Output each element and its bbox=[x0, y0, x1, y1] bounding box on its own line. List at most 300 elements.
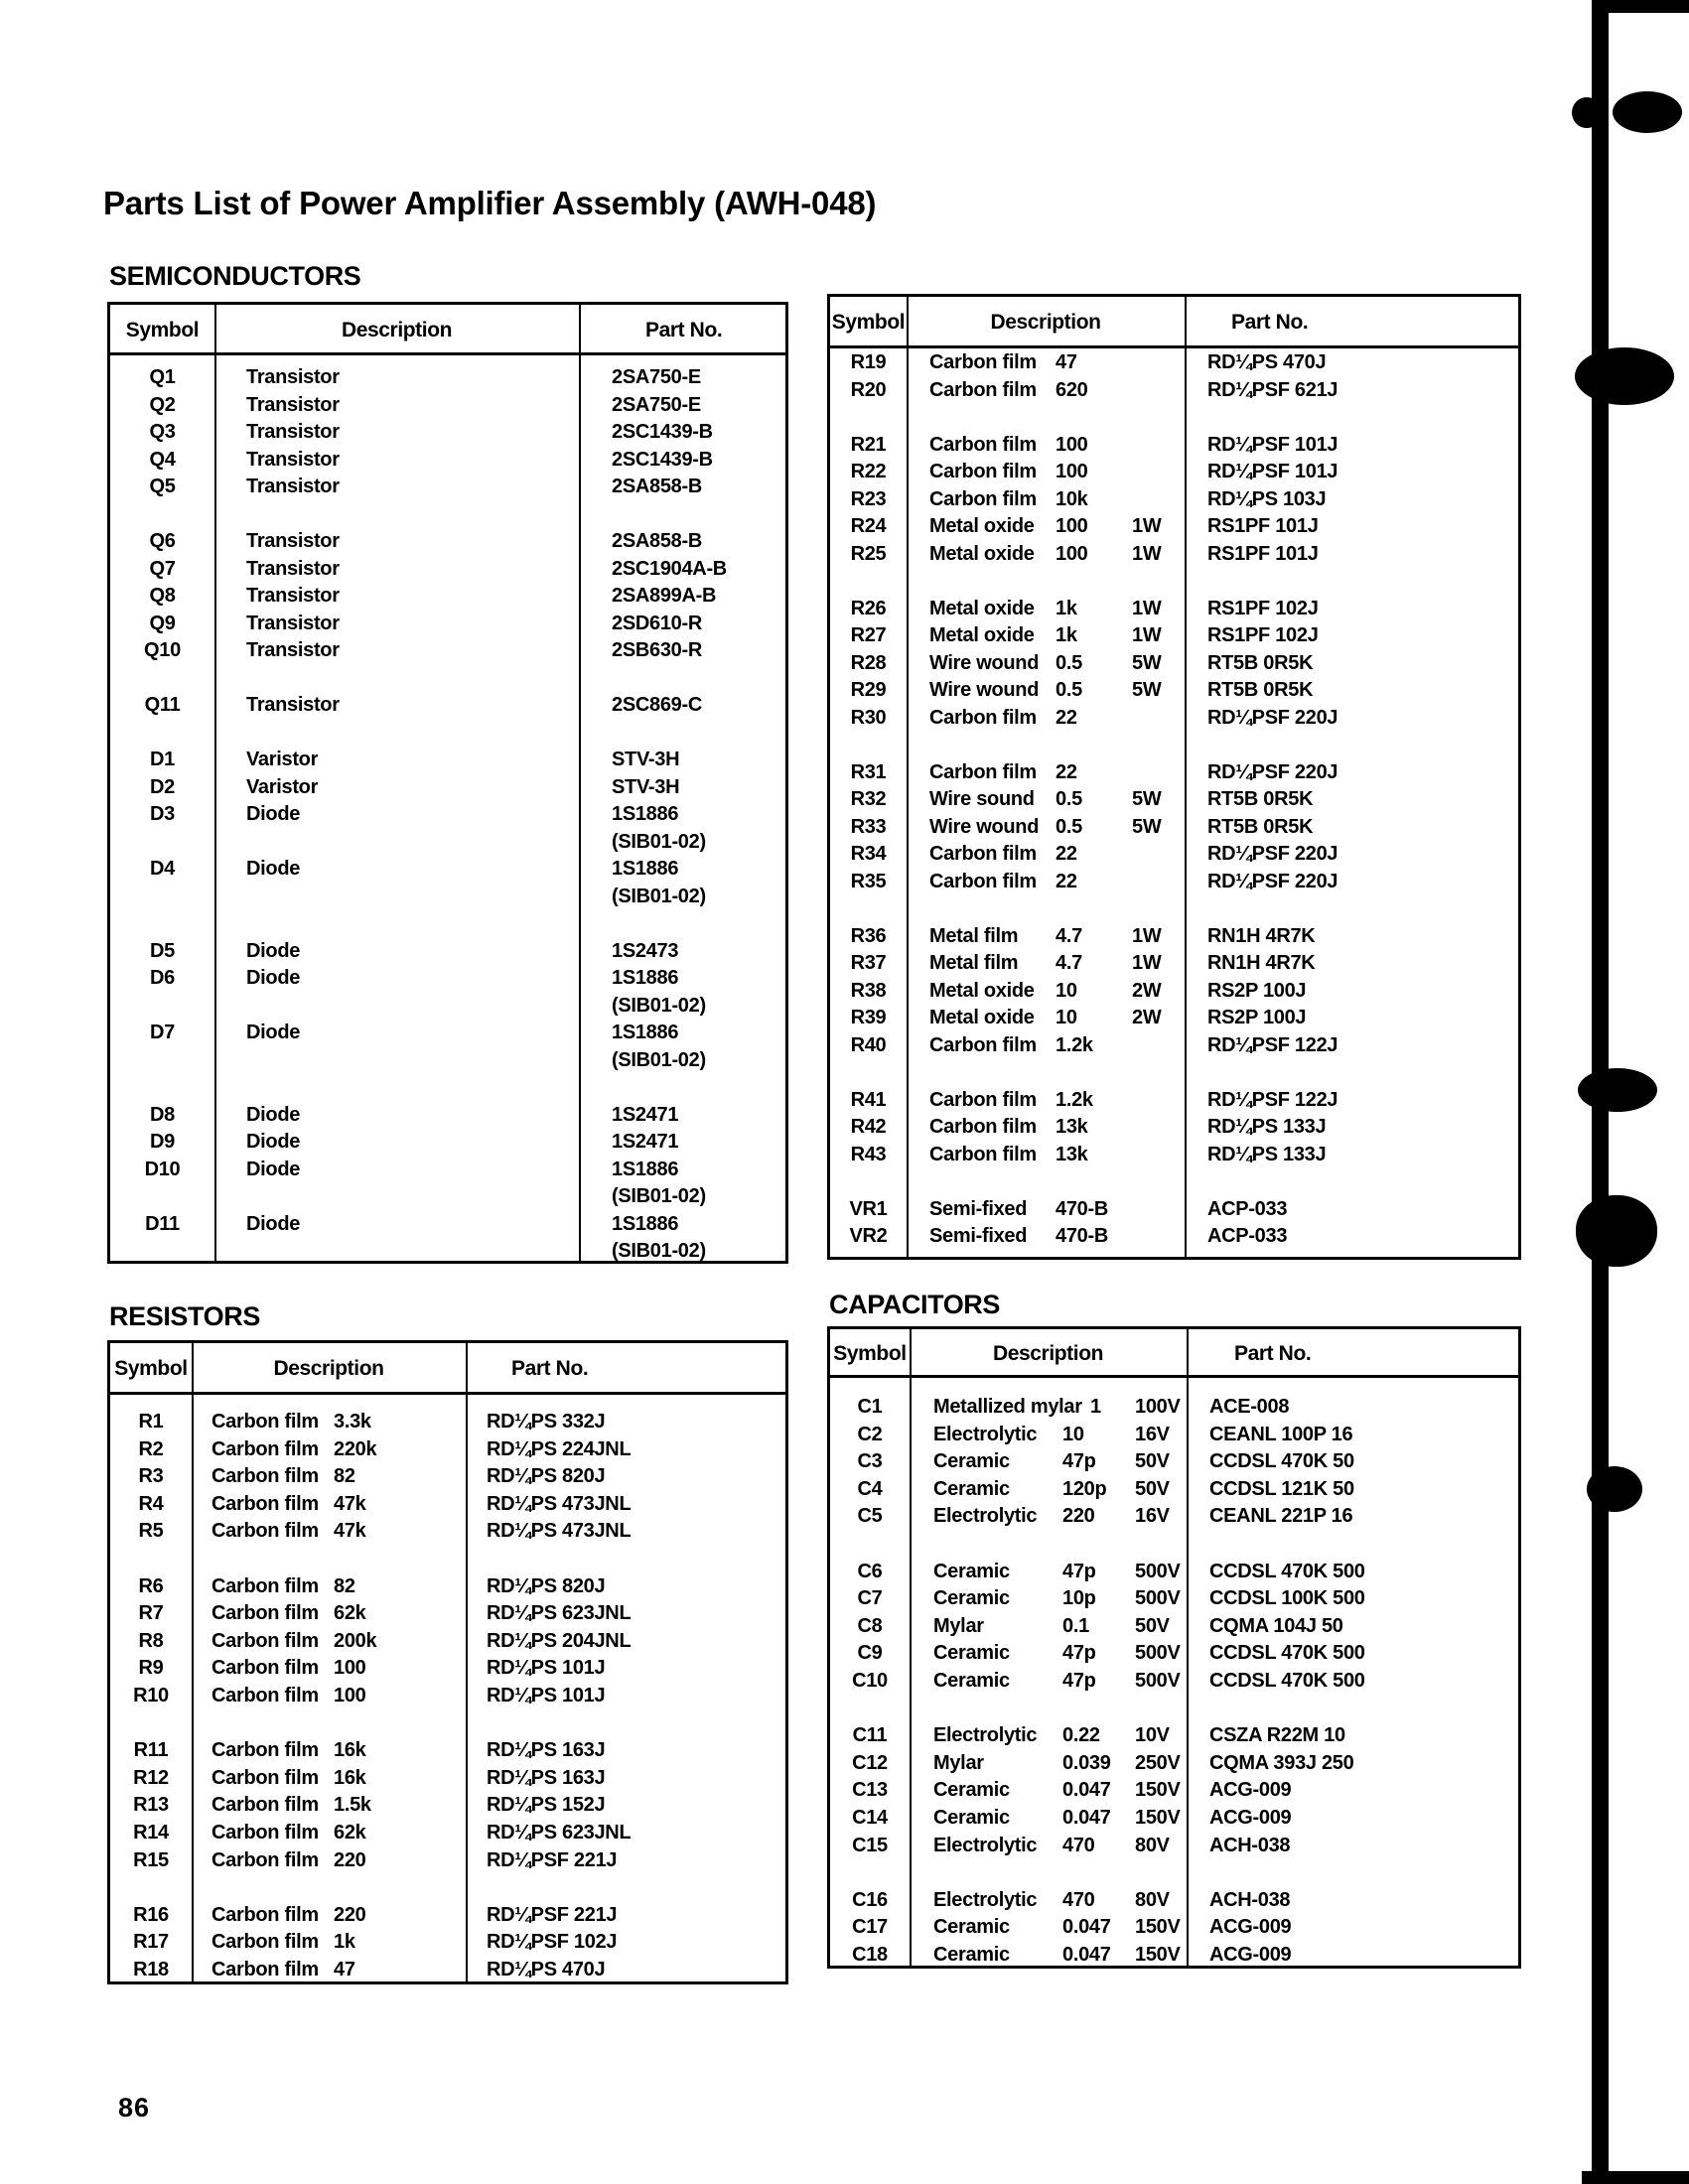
cell-description: Ceramic bbox=[933, 1477, 1010, 1500]
cell-description: Transistor bbox=[246, 694, 340, 716]
cell-part-no: RS1PF 101J bbox=[1207, 515, 1319, 537]
cell-symbol: R7 bbox=[138, 1602, 164, 1625]
cell-symbol: Q1 bbox=[149, 366, 176, 388]
cell-description: Carbon film bbox=[211, 1629, 319, 1652]
table-row bbox=[830, 1422, 1518, 1449]
cell-symbol: R23 bbox=[850, 487, 887, 510]
table-row bbox=[830, 513, 1518, 541]
cell-part-no: RD¼PS 820J bbox=[487, 1465, 606, 1488]
cell-symbol: R40 bbox=[850, 1033, 887, 1056]
cell-part-no: RD¼PSF 220J bbox=[1207, 843, 1338, 865]
cell-symbol: Q9 bbox=[149, 612, 176, 634]
cell-description: Carbon film bbox=[211, 1492, 319, 1515]
table-row bbox=[830, 1613, 1518, 1641]
resistors-table-left bbox=[107, 1340, 788, 1984]
table-row bbox=[110, 1655, 785, 1683]
cell-part-no: ACP-033 bbox=[1207, 1225, 1288, 1247]
cell-symbol: C16 bbox=[852, 1888, 888, 1911]
cell-part-no: RS2P 100J bbox=[1207, 979, 1307, 1002]
cell-part-no: 1S1886 bbox=[612, 1022, 679, 1043]
cell-part-no: CQMA 393J 250 bbox=[1209, 1751, 1354, 1774]
table-row bbox=[830, 869, 1518, 896]
cell-part-no: CCDSL 121K 50 bbox=[1209, 1477, 1354, 1500]
cell-description: Diode bbox=[246, 939, 301, 962]
table-body bbox=[830, 1329, 1518, 1966]
capacitors-table bbox=[827, 1326, 1521, 1969]
binding-blob bbox=[1613, 91, 1682, 133]
cell-value: 62k bbox=[334, 1602, 366, 1625]
cell-part-no: 1S1886 bbox=[612, 858, 679, 880]
binding-edge-bottom bbox=[1582, 2171, 1689, 2184]
cell-description: Carbon film bbox=[929, 1033, 1037, 1056]
cell-description: Transistor bbox=[246, 448, 340, 471]
cell-part-no: RD¼PS 473JNL bbox=[487, 1492, 632, 1515]
cell-symbol: R21 bbox=[850, 433, 887, 456]
table-row bbox=[110, 1409, 785, 1436]
cell-description: Metal oxide bbox=[929, 542, 1035, 565]
cell-part-no: ACE-008 bbox=[1209, 1396, 1290, 1418]
cell-part-no: RD¼PS 224JNL bbox=[487, 1437, 632, 1460]
cell-symbol: D1 bbox=[150, 749, 175, 770]
table-row bbox=[830, 1142, 1518, 1169]
cell-value: 1k bbox=[1056, 624, 1077, 646]
cell-symbol: C9 bbox=[857, 1642, 883, 1665]
cell-symbol: R3 bbox=[138, 1465, 164, 1488]
table-row bbox=[110, 938, 785, 966]
cell-value: 10 bbox=[1056, 1007, 1077, 1028]
cell-value: 620 bbox=[1056, 378, 1088, 401]
cell-part-no: RD¼PS 133J bbox=[1207, 1143, 1327, 1165]
cell-value: 0.5 bbox=[1056, 788, 1082, 810]
cell-rating: 150V bbox=[1135, 1916, 1181, 1939]
cell-part-no: RD¼PSF 621J bbox=[1207, 378, 1338, 401]
cell-part-no: ACG-009 bbox=[1209, 1807, 1292, 1829]
cell-description: Diode bbox=[246, 967, 301, 989]
cell-part-no: RN1H 4R7K bbox=[1207, 924, 1316, 947]
cell-description: Electrolytic bbox=[933, 1834, 1038, 1856]
cell-description: Electrolytic bbox=[933, 1505, 1038, 1528]
cell-part-no: RD¼PS 623JNL bbox=[487, 1602, 632, 1625]
cell-description: Carbon film bbox=[211, 1903, 319, 1926]
cell-description: Carbon film bbox=[929, 706, 1037, 729]
cell-description: Carbon film bbox=[929, 760, 1037, 783]
cell-rating: 1W bbox=[1132, 597, 1162, 619]
table-row bbox=[110, 1183, 785, 1211]
cell-value: 100 bbox=[1056, 515, 1088, 537]
cell-part-no: ACG-009 bbox=[1209, 1916, 1292, 1939]
table-row bbox=[110, 392, 785, 420]
cell-description: Metal oxide bbox=[929, 597, 1035, 619]
cell-symbol: R30 bbox=[850, 706, 887, 729]
table-row bbox=[830, 950, 1518, 978]
cell-rating: 2W bbox=[1132, 979, 1162, 1002]
cell-part-no: 2SC1439-B bbox=[612, 421, 713, 443]
cell-description: Carbon film bbox=[929, 461, 1037, 482]
cell-part-no: RT5B 0R5K bbox=[1207, 788, 1314, 810]
cell-symbol: C1 bbox=[857, 1396, 883, 1418]
cell-value: 220 bbox=[334, 1903, 366, 1926]
cell-description: Diode bbox=[246, 1131, 301, 1153]
cell-part-no: RD¼PS 204JNL bbox=[487, 1629, 632, 1652]
table-row bbox=[110, 447, 785, 475]
table-row bbox=[110, 801, 785, 829]
table-row bbox=[110, 1436, 785, 1464]
cell-part-no: RD¼PS 470J bbox=[487, 1959, 606, 1980]
cell-symbol: R35 bbox=[850, 870, 887, 892]
cell-description: Ceramic bbox=[933, 1807, 1010, 1829]
cell-description: Metallized mylar bbox=[933, 1396, 1082, 1418]
cell-description: Metal oxide bbox=[929, 979, 1035, 1002]
table-row bbox=[830, 486, 1518, 514]
column-header-symbol: Symbol bbox=[831, 311, 906, 334]
cell-symbol: Q7 bbox=[149, 557, 176, 580]
cell-value: 10 bbox=[1062, 1423, 1084, 1445]
column-header-part-no: Part No. bbox=[1234, 1342, 1312, 1365]
cell-description: Carbon film bbox=[211, 1574, 319, 1597]
cell-description: Carbon film bbox=[929, 378, 1037, 401]
cell-value: 47k bbox=[334, 1492, 366, 1515]
cell-symbol: R24 bbox=[850, 515, 887, 537]
cell-part-no: CCDSL 470K 500 bbox=[1209, 1670, 1365, 1692]
cell-part-no: RS1PF 102J bbox=[1207, 597, 1319, 619]
table-row bbox=[830, 786, 1518, 814]
table-row bbox=[830, 459, 1518, 486]
cell-description: Ceramic bbox=[933, 1450, 1010, 1473]
cell-symbol: R19 bbox=[850, 351, 887, 373]
cell-rating: 5W bbox=[1132, 679, 1162, 701]
cell-rating: 80V bbox=[1135, 1888, 1170, 1911]
cell-symbol: C2 bbox=[857, 1423, 883, 1445]
cell-part-no: RD¼PS 332J bbox=[487, 1411, 606, 1433]
cell-description: Transistor bbox=[246, 476, 340, 497]
cell-rating: 250V bbox=[1135, 1751, 1181, 1774]
cell-symbol: VR1 bbox=[849, 1197, 888, 1220]
cell-description: Semi-fixed bbox=[929, 1197, 1028, 1220]
cell-part-no: RS1PF 102J bbox=[1207, 624, 1319, 646]
table-row bbox=[110, 1765, 785, 1793]
cell-description: Transistor bbox=[246, 366, 340, 388]
table-row bbox=[830, 1887, 1518, 1915]
cell-description: Carbon film bbox=[211, 1411, 319, 1433]
cell-part-no: RD¼PSF 122J bbox=[1207, 1033, 1338, 1056]
cell-part-no: 2SA858-B bbox=[612, 530, 702, 552]
cell-description: Diode bbox=[246, 803, 301, 825]
cell-symbol: R36 bbox=[850, 924, 887, 947]
cell-part-no: (SIB01-02) bbox=[612, 885, 706, 907]
column-header-part-no: Part No. bbox=[1231, 311, 1309, 334]
cell-symbol: C4 bbox=[857, 1477, 883, 1500]
table-body bbox=[830, 297, 1518, 1257]
cell-part-no: RD¼PS 152J bbox=[487, 1794, 606, 1817]
cell-description: Carbon film bbox=[211, 1465, 319, 1488]
cell-description: Carbon film bbox=[211, 1602, 319, 1625]
cell-rating: 50V bbox=[1135, 1614, 1170, 1637]
cell-symbol: R37 bbox=[850, 952, 887, 974]
cell-description: Carbon film bbox=[211, 1848, 319, 1871]
table-row bbox=[830, 1722, 1518, 1750]
cell-description: Carbon film bbox=[211, 1520, 319, 1543]
cell-value: 120p bbox=[1062, 1477, 1107, 1500]
cell-value: 4.7 bbox=[1056, 952, 1082, 974]
cell-value: 100 bbox=[334, 1685, 366, 1706]
cell-part-no: RT5B 0R5K bbox=[1207, 679, 1314, 701]
cell-description: Carbon film bbox=[211, 1931, 319, 1954]
section-heading-resistors: RESISTORS bbox=[109, 1301, 260, 1331]
cell-rating: 1W bbox=[1132, 924, 1162, 947]
column-header-description: Description bbox=[341, 319, 453, 341]
table-row bbox=[110, 692, 785, 720]
cell-part-no: RD¼PS 163J bbox=[487, 1766, 606, 1789]
cell-description: Varistor bbox=[246, 749, 319, 770]
cell-part-no: 1S1886 bbox=[612, 967, 679, 989]
cell-value: 22 bbox=[1056, 706, 1077, 729]
cell-description: Metal oxide bbox=[929, 624, 1035, 646]
table-row bbox=[830, 841, 1518, 869]
cell-description: Carbon film bbox=[929, 1116, 1037, 1138]
semiconductors-table bbox=[107, 302, 788, 1264]
table-row bbox=[830, 1448, 1518, 1476]
cell-symbol: R1 bbox=[138, 1411, 164, 1433]
cell-description: Electrolytic bbox=[933, 1888, 1038, 1911]
cell-part-no: ACP-033 bbox=[1207, 1197, 1288, 1220]
cell-value: 10 bbox=[1056, 979, 1077, 1002]
cell-value: 470 bbox=[1062, 1888, 1095, 1911]
cell-value: 0.047 bbox=[1062, 1779, 1111, 1802]
table-row bbox=[110, 1573, 785, 1601]
cell-part-no: 1S1886 bbox=[612, 1212, 679, 1235]
cell-value: 1.2k bbox=[1056, 1033, 1093, 1056]
table-row bbox=[830, 1114, 1518, 1142]
cell-part-no: RD¼PSF 221J bbox=[487, 1903, 618, 1926]
cell-part-no: RD¼PS 163J bbox=[487, 1739, 606, 1762]
cell-symbol: C12 bbox=[852, 1751, 888, 1774]
cell-symbol: R12 bbox=[133, 1766, 169, 1789]
cell-description: Ceramic bbox=[933, 1916, 1010, 1939]
cell-part-no: (SIB01-02) bbox=[612, 830, 706, 853]
cell-rating: 150V bbox=[1135, 1779, 1181, 1802]
cell-value: 0.047 bbox=[1062, 1807, 1111, 1829]
cell-description: Diode bbox=[246, 1103, 301, 1126]
cell-description: Wire sound bbox=[929, 788, 1035, 810]
cell-symbol: D6 bbox=[150, 967, 175, 989]
cell-description: Ceramic bbox=[933, 1587, 1010, 1610]
cell-value: 0.5 bbox=[1056, 651, 1082, 674]
cell-description: Carbon film bbox=[929, 1088, 1037, 1111]
cell-part-no: 2SC869-C bbox=[612, 694, 702, 716]
cell-symbol: R16 bbox=[133, 1903, 169, 1926]
cell-part-no: 2SA899A-B bbox=[612, 585, 717, 607]
cell-part-no: RD¼PS 470J bbox=[1207, 351, 1327, 373]
table-row bbox=[110, 1020, 785, 1047]
table-row bbox=[110, 1628, 785, 1656]
cell-value: 0.039 bbox=[1062, 1751, 1111, 1774]
cell-value: 47 bbox=[334, 1959, 355, 1980]
cell-value: 47p bbox=[1062, 1450, 1096, 1473]
cell-symbol: R43 bbox=[850, 1143, 887, 1165]
cell-symbol: R41 bbox=[850, 1088, 887, 1111]
cell-symbol: R11 bbox=[133, 1739, 169, 1762]
cell-symbol: C8 bbox=[857, 1614, 883, 1637]
cell-part-no: RD¼PSF 220J bbox=[1207, 870, 1338, 892]
cell-symbol: D7 bbox=[150, 1022, 175, 1043]
cell-description: Diode bbox=[246, 858, 301, 880]
table-row bbox=[830, 650, 1518, 678]
cell-value: 1k bbox=[1056, 597, 1077, 619]
column-header-symbol: Symbol bbox=[125, 319, 200, 341]
cell-description: Metal oxide bbox=[929, 515, 1035, 537]
cell-part-no: CCDSL 470K 50 bbox=[1209, 1450, 1354, 1473]
cell-value: 100 bbox=[334, 1657, 366, 1680]
cell-part-no: RD¼PSF 220J bbox=[1207, 760, 1338, 783]
cell-symbol: C11 bbox=[852, 1724, 888, 1747]
cell-description: Transistor bbox=[246, 530, 340, 552]
cell-rating: 5W bbox=[1132, 651, 1162, 674]
cell-part-no: RD¼PS 473JNL bbox=[487, 1520, 632, 1543]
cell-symbol: D9 bbox=[150, 1131, 175, 1153]
cell-description: Transistor bbox=[246, 612, 340, 634]
binding-blob bbox=[1575, 347, 1674, 405]
cell-symbol: R15 bbox=[133, 1848, 169, 1871]
cell-part-no: (SIB01-02) bbox=[612, 1240, 706, 1262]
table-row bbox=[110, 1518, 785, 1546]
cell-description: Carbon film bbox=[929, 487, 1037, 510]
table-row bbox=[830, 1223, 1518, 1251]
table-row bbox=[830, 541, 1518, 569]
cell-description: Metal film bbox=[929, 924, 1019, 947]
cell-symbol: Q8 bbox=[149, 585, 176, 607]
cell-description: Electrolytic bbox=[933, 1423, 1038, 1445]
cell-symbol: D3 bbox=[150, 803, 175, 825]
cell-part-no: RN1H 4R7K bbox=[1207, 952, 1316, 974]
section-heading-semiconductors: SEMICONDUCTORS bbox=[109, 261, 361, 291]
table-row bbox=[830, 1559, 1518, 1586]
cell-symbol: VR2 bbox=[849, 1225, 888, 1247]
cell-symbol: R27 bbox=[850, 624, 887, 646]
cell-symbol: R14 bbox=[133, 1822, 169, 1843]
table-row bbox=[110, 419, 785, 447]
cell-value: 47p bbox=[1062, 1670, 1096, 1692]
cell-part-no: STV-3H bbox=[612, 749, 680, 770]
cell-value: 100 bbox=[1056, 542, 1088, 565]
cell-value: 0.5 bbox=[1056, 679, 1082, 701]
cell-symbol: C3 bbox=[857, 1450, 883, 1473]
cell-rating: 500V bbox=[1135, 1587, 1181, 1610]
table-row bbox=[830, 705, 1518, 733]
table-row bbox=[830, 978, 1518, 1006]
table-row bbox=[110, 1929, 785, 1957]
cell-value: 220k bbox=[334, 1437, 377, 1460]
cell-part-no: 2SA750-E bbox=[612, 393, 701, 416]
cell-symbol: R10 bbox=[133, 1685, 169, 1706]
cell-rating: 1W bbox=[1132, 542, 1162, 565]
cell-description: Carbon film bbox=[211, 1766, 319, 1789]
cell-value: 47 bbox=[1056, 351, 1077, 373]
cell-symbol: Q10 bbox=[144, 639, 181, 661]
cell-symbol: C5 bbox=[857, 1505, 883, 1528]
cell-rating: 1W bbox=[1132, 952, 1162, 974]
cell-symbol: R38 bbox=[850, 979, 887, 1002]
cell-rating: 1W bbox=[1132, 515, 1162, 537]
cell-part-no: CEANL 221P 16 bbox=[1209, 1505, 1353, 1528]
cell-symbol: R8 bbox=[138, 1629, 164, 1652]
cell-rating: 100V bbox=[1135, 1396, 1181, 1418]
cell-part-no: 2SA858-B bbox=[612, 476, 702, 497]
binding-blob bbox=[1587, 1466, 1642, 1512]
cell-value: 0.047 bbox=[1062, 1916, 1111, 1939]
cell-part-no: RD¼PSF 122J bbox=[1207, 1088, 1338, 1111]
cell-description: Ceramic bbox=[933, 1779, 1010, 1802]
cell-value: 4.7 bbox=[1056, 924, 1082, 947]
cell-part-no: RD¼PS 133J bbox=[1207, 1116, 1327, 1138]
cell-symbol: D8 bbox=[150, 1103, 175, 1126]
table-row bbox=[110, 965, 785, 993]
cell-rating: 16V bbox=[1135, 1423, 1170, 1445]
table-row bbox=[110, 611, 785, 638]
cell-part-no: RD¼PSF 101J bbox=[1207, 461, 1338, 482]
cell-symbol: R6 bbox=[138, 1574, 164, 1597]
binding-edge-top bbox=[1592, 0, 1689, 13]
cell-part-no: RT5B 0R5K bbox=[1207, 651, 1314, 674]
cell-value: 0.5 bbox=[1056, 815, 1082, 838]
table-row bbox=[830, 1196, 1518, 1224]
cell-description: Wire wound bbox=[929, 651, 1040, 674]
column-header-symbol: Symbol bbox=[833, 1342, 907, 1365]
cell-value: 10p bbox=[1062, 1587, 1096, 1610]
cell-description: Diode bbox=[246, 1158, 301, 1180]
table-row bbox=[830, 1476, 1518, 1504]
column-header-part-no: Part No. bbox=[511, 1357, 589, 1380]
table-row bbox=[830, 1585, 1518, 1613]
cell-description: Metal film bbox=[929, 952, 1019, 974]
cell-description: Carbon film bbox=[211, 1685, 319, 1706]
cell-part-no: 1S2471 bbox=[612, 1131, 679, 1153]
cell-description: Mylar bbox=[933, 1614, 984, 1637]
cell-symbol: C18 bbox=[852, 1944, 888, 1966]
cell-symbol: R25 bbox=[850, 542, 887, 565]
cell-symbol: R29 bbox=[850, 679, 887, 701]
table-row bbox=[830, 1503, 1518, 1531]
cell-rating: 150V bbox=[1135, 1944, 1181, 1966]
cell-part-no: (SIB01-02) bbox=[612, 994, 706, 1017]
table-row bbox=[830, 1833, 1518, 1860]
cell-rating: 5W bbox=[1132, 815, 1162, 838]
table-row bbox=[830, 1914, 1518, 1942]
cell-rating: 500V bbox=[1135, 1560, 1181, 1582]
column-header-symbol: Symbol bbox=[114, 1357, 188, 1380]
cell-symbol: Q6 bbox=[149, 530, 176, 552]
column-header-description: Description bbox=[990, 311, 1101, 334]
column-header-description: Description bbox=[273, 1357, 384, 1380]
cell-description: Diode bbox=[246, 1022, 301, 1043]
cell-part-no: (SIB01-02) bbox=[612, 1185, 706, 1207]
cell-value: 3.3k bbox=[334, 1411, 371, 1433]
cell-description: Transistor bbox=[246, 585, 340, 607]
cell-value: 82 bbox=[334, 1574, 355, 1597]
table-body bbox=[110, 305, 785, 1261]
table-row bbox=[110, 364, 785, 392]
cell-value: 22 bbox=[1056, 870, 1077, 892]
cell-symbol: C13 bbox=[852, 1779, 888, 1802]
cell-value: 22 bbox=[1056, 843, 1077, 865]
table-row bbox=[830, 1777, 1518, 1805]
table-row bbox=[830, 1805, 1518, 1833]
cell-description: Metal oxide bbox=[929, 1007, 1035, 1028]
cell-rating: 2W bbox=[1132, 1007, 1162, 1028]
cell-part-no: RS2P 100J bbox=[1207, 1007, 1307, 1028]
cell-part-no: RD¼PSF 220J bbox=[1207, 706, 1338, 729]
cell-part-no: 2SD610-R bbox=[612, 612, 702, 634]
column-header-part-no: Part No. bbox=[645, 319, 723, 341]
